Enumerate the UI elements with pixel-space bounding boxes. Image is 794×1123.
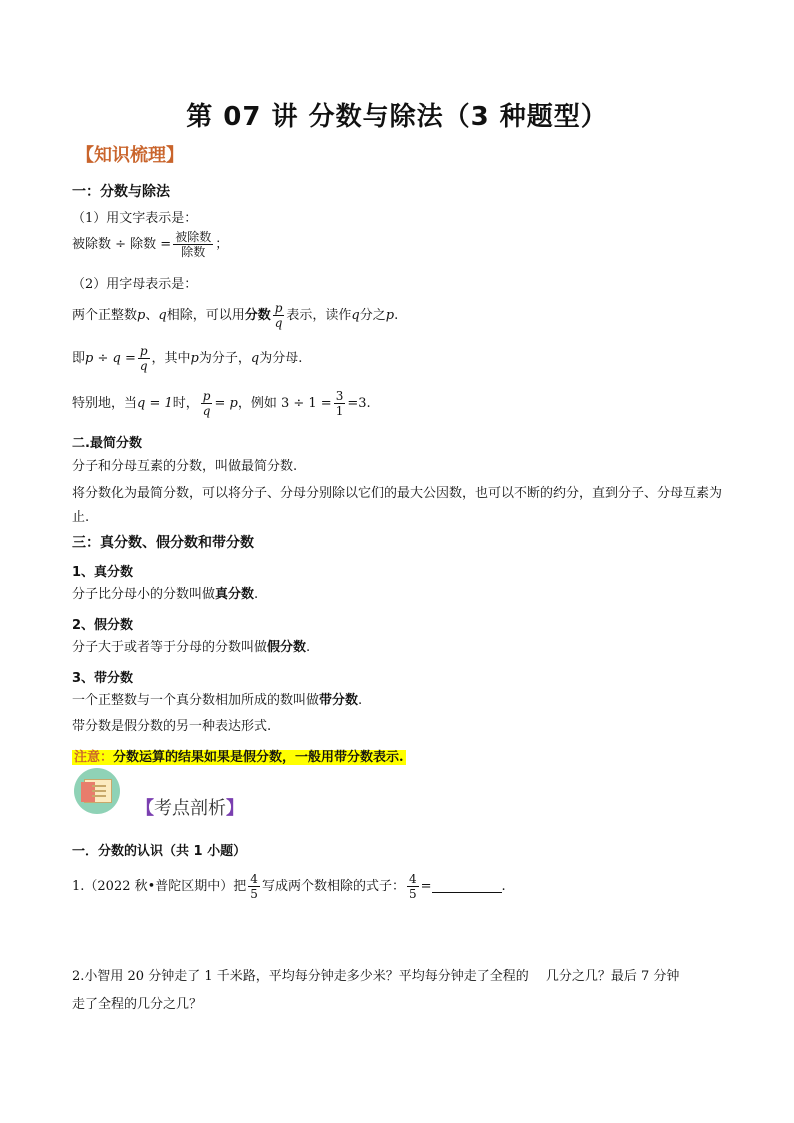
fraction-numerator: 3 <box>335 389 344 403</box>
section-heading: 一：分数与除法 <box>72 184 170 200</box>
formula-fraction <box>173 230 213 259</box>
fraction <box>201 389 213 418</box>
paragraph: 带分数是假分数的另一种表达形式. <box>72 719 272 734</box>
expression: p ÷ q = <box>85 350 136 366</box>
question-text: . <box>501 878 506 894</box>
note-label: 注意： <box>74 750 114 765</box>
text: =3. <box>347 395 371 411</box>
doc-line <box>92 790 106 792</box>
fraction-denominator: 1 <box>335 404 344 418</box>
text: ，例如 3 ÷ 1 = <box>237 395 332 411</box>
paragraph <box>72 639 310 657</box>
section-heading: 二.最简分数 <box>72 436 142 451</box>
question-text: 1.（2022 秋•普陀区期中）把 <box>72 878 247 894</box>
subheading: （2）用字母表示是： <box>72 277 198 292</box>
question-text: = <box>420 878 432 894</box>
paragraph <box>72 586 258 604</box>
text: 两个正整数 <box>72 307 138 323</box>
text: 特别地，当 <box>72 395 138 411</box>
text: 为分母. <box>259 350 303 366</box>
formula-line <box>72 230 228 259</box>
analysis-header <box>136 794 244 820</box>
paragraph <box>72 692 362 710</box>
var-p: p <box>190 350 199 366</box>
fraction-numerator: p <box>139 344 148 358</box>
topic-heading: 一．分数的认识（共 1 小题） <box>72 844 247 859</box>
fraction-denominator: q <box>139 359 148 373</box>
text: . <box>358 693 363 708</box>
fraction <box>273 301 285 330</box>
bold-term: 带分数 <box>319 693 359 708</box>
text: . <box>306 640 311 655</box>
expression: q = 1 <box>137 395 173 411</box>
question-2-line1: 2.小智用 20 分钟走了 1 千米路，平均每分钟走多少米？平均每分钟走了全程的 几分之几？最后 7 分钟 <box>72 969 680 984</box>
fraction-numerator: 4 <box>408 872 417 886</box>
note-text: 分数运算的结果如果是假分数，一般用带分数表示. <box>113 750 404 765</box>
text: 分子比分母小的分数叫做 <box>72 587 216 602</box>
page-title: 第 07 讲 分数与除法（3 种题型） <box>186 102 608 132</box>
fraction-numerator: 4 <box>250 872 258 886</box>
bold-term: 假分数 <box>267 640 307 655</box>
subheading: 1、真分数 <box>72 565 134 580</box>
subheading: 3、带分数 <box>72 671 134 686</box>
bold-term: 真分数 <box>215 587 255 602</box>
fraction <box>407 872 419 901</box>
subheading: （1）用文字表示是： <box>72 211 198 226</box>
question-2-line2: 走了全程的几分之几？ <box>72 997 203 1012</box>
fraction-denominator: 5 <box>250 887 258 901</box>
text: ，其中 <box>151 350 191 366</box>
text: 、 <box>145 307 159 323</box>
bracket: 【 <box>136 798 154 819</box>
doc-line <box>92 785 106 787</box>
formula-left: 被除数 ÷ 除数 = <box>72 236 172 252</box>
question-text: 写成两个数相除的式子： <box>261 878 405 894</box>
bold-term: 分数 <box>244 307 271 323</box>
section-heading: 三：真分数、假分数和带分数 <box>72 535 254 551</box>
var-q: q <box>351 307 360 323</box>
text: 为分子， <box>198 350 251 366</box>
text: 表示，读作 <box>286 307 352 323</box>
knowledge-header: 【知识梳理】 <box>76 145 184 166</box>
fraction <box>334 389 346 418</box>
text: 相除，可以用 <box>166 307 245 323</box>
text: . <box>254 587 259 602</box>
text: 一个正整数与一个真分数相加所成的数叫做 <box>72 693 320 708</box>
fraction-numerator: p <box>202 389 211 403</box>
text: . <box>394 307 399 323</box>
document-icon <box>74 768 120 814</box>
expression: = p <box>214 395 238 411</box>
fraction-denominator: 5 <box>408 887 417 901</box>
question-1 <box>72 872 506 901</box>
analysis-header-text: 考点剖析 <box>154 798 226 819</box>
definition-line <box>72 389 371 418</box>
var-q: q <box>158 307 167 323</box>
text: 时， <box>172 395 199 411</box>
formula-end: ； <box>215 236 229 252</box>
fraction-numerator: 被除数 <box>175 230 212 244</box>
text: 分子大于或者等于分母的分数叫做 <box>72 640 268 655</box>
note <box>72 746 406 765</box>
definition-line <box>72 344 302 373</box>
fraction-numerator: p <box>274 301 283 315</box>
var-p: p <box>385 307 395 323</box>
doc-line <box>92 795 106 797</box>
fraction-denominator: 除数 <box>181 245 206 259</box>
var-q: q <box>250 350 260 366</box>
fraction <box>138 344 150 373</box>
answer-blank[interactable] <box>432 880 502 893</box>
fraction-denominator: q <box>202 404 211 418</box>
text: 即 <box>72 350 86 366</box>
fraction-denominator: q <box>274 316 283 330</box>
fraction <box>248 872 260 901</box>
bracket: 】 <box>226 798 244 819</box>
paragraph: 将分数化为最简分数，可以将分子、分母分别除以它们的最大公因数，也可以不断的约分，直到分子、分母互素为止. <box>72 486 723 525</box>
text: 分之 <box>359 307 386 323</box>
paragraph: 分子和分母互素的分数，叫做最简分数. <box>72 459 298 474</box>
var-p: p <box>137 307 146 323</box>
definition-line <box>72 301 398 330</box>
subheading: 2、假分数 <box>72 618 134 633</box>
